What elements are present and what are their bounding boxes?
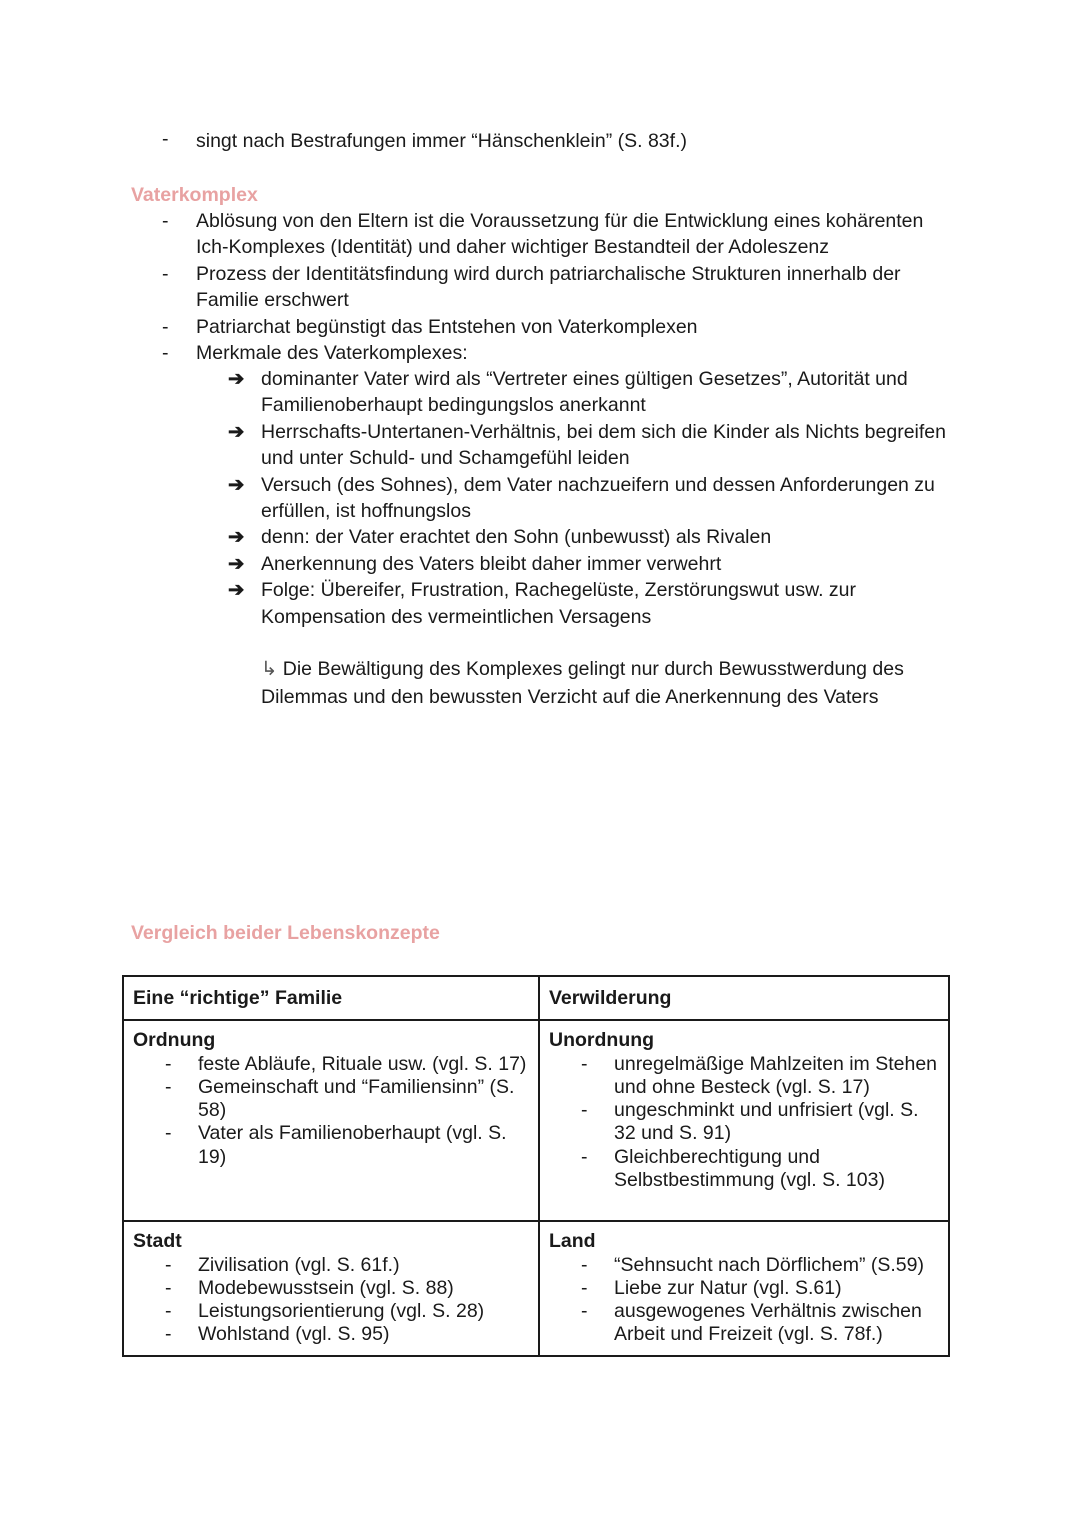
top-bullet-text: singt nach Bestrafungen immer “Hänschenklein” (S. 83f.) [196,130,687,152]
bullet-dash: - [581,1253,588,1276]
bullet-dash: - [162,315,169,338]
cell-title: Unordnung [549,1029,655,1052]
bullet-dash: - [165,1323,172,1346]
table-header-cell: Verwilderung [539,976,949,1020]
list-item: - ungeschminkt und unfrisiert (vgl. S. 32 und S. 91) [581,1099,919,1145]
list-item: - Wohlstand (vgl. S. 95) [165,1323,390,1346]
table-cell [123,1020,539,1221]
bullet-dash: - [165,1052,172,1075]
list-item: - “Sehnsucht nach Dörflichem” (S.59) [581,1253,924,1276]
return-arrow-icon: ↳ [261,658,278,680]
list-item: - Vater als Familienoberhaupt (vgl. S. 19) [165,1122,507,1168]
cell-list [549,1254,940,1347]
arrow-right-icon: ➔ [228,526,245,549]
bullet-dash: - [165,1075,172,1098]
table-row [123,1221,949,1355]
arrow-item: ➔ Herrschafts-Untertanen-Verhältnis, bei dem sich die Kinder als Nichts begreifen und unter Schuld- und Schamgefühl leiden [228,420,946,470]
list-item: - feste Abläufe, Rituale usw. (vgl. S. 17) [165,1052,527,1075]
cell-title: Land [549,1230,596,1253]
bullet-dash: - [581,1052,588,1075]
list-item: - Prozess der Identitätsfindung wird durch patriarchalische Strukturen innerhalb der Familie erschwert [162,262,901,312]
bullet-dash: - [165,1122,172,1145]
arrow-item: ➔ dominanter Vater wird als “Vertreter eines gültigen Gesetzes”, Autorität und Familienoberhaupt bedingungslos anerkannt [228,368,908,417]
vaterkomplex-bullet-list [162,208,956,366]
arrow-right-icon: ➔ [228,420,245,443]
list-item: - Gemeinschaft und “Familiensinn” (S. 58) [165,1075,515,1122]
bullet-dash: - [162,210,169,232]
bullet-dash: - [581,1300,588,1323]
list-item: - Leistungsorientierung (vgl. S. 28) [165,1300,485,1323]
arrow-right-icon: ➔ [228,552,245,575]
conclusion-text: ↳ Die Bewältigung des Komplexes gelingt nur durch Bewusstwerdung des Dilemmas und den bewussten Verzicht auf die Anerkennung des Vaters [261,658,904,708]
list-item: - Patriarchat begünstigt das Entstehen von Vaterkomplexen [196,314,956,340]
bullet-dash: - [162,262,169,285]
table-cell [539,1221,949,1355]
list-item: - ausgewogenes Verhältnis zwischen Arbeit und Freizeit (vgl. S. 78f.) [581,1300,922,1346]
arrow-item: ➔ Anerkennung des Vaters bleibt daher immer verwehrt [261,551,961,577]
arrow-item: ➔ Versuch (des Sohnes), dem Vater nachzueifern und dessen Anforderungen zu erfüllen, ist hoffnungslos [228,473,935,523]
arrow-right-icon: ➔ [228,579,245,602]
table-cell [123,1221,539,1355]
table-cell [539,1020,949,1221]
cell-title: Stadt [133,1230,182,1253]
section-heading-vergleich: Vergleich beider Lebenskonzepte [131,922,440,944]
table-row [123,1020,949,1221]
bullet-dash: - [165,1276,172,1299]
section-heading-vaterkomplex: Vaterkomplex [131,184,258,206]
arrow-item: ➔ Folge: Übereifer, Frustration, Rachegelüste, Zerstörungswut usw. zur Kompensation des vermeintlichen Versagens [228,579,857,628]
list-item: - Zivilisation (vgl. S. 61f.) [165,1253,400,1276]
list-item: - Ablösung von den Eltern ist die Voraussetzung für die Entwicklung eines kohärenten Ich-Komplexes (Identität) und daher wichtiger Bestandteil der Adoleszenz [162,210,924,259]
cell-list [549,1053,940,1193]
bullet-dash: - [581,1099,588,1122]
list-item: - Modebewusstsein (vgl. S. 88) [165,1276,454,1299]
bullet-dash: - [162,128,169,150]
list-item: - Gleichberechtigung und Selbstbestimmung (vgl. S. 103) [581,1145,885,1192]
merkmale-arrow-list [228,366,961,630]
arrow-right-icon: ➔ [228,368,245,390]
list-item: - Liebe zur Natur (vgl. S.61) [581,1276,842,1299]
list-item: - unregelmäßige Mahlzeiten im Stehen und ohne Besteck (vgl. S. 17) [581,1052,938,1098]
arrow-item: ➔ denn: der Vater erachtet den Sohn (unbewusst) als Rivalen [261,524,961,550]
table-header-cell: Eine “richtige” Familie [123,976,539,1020]
cell-title: Ordnung [133,1029,216,1052]
cell-list [133,1254,530,1347]
cell-list [133,1053,530,1169]
bullet-dash: - [165,1253,172,1276]
bullet-dash: - [165,1300,172,1323]
bullet-dash: - [581,1145,588,1168]
bullet-dash: - [581,1276,588,1299]
list-item: - Merkmale des Vaterkomplexes: [196,340,956,366]
bullet-dash: - [162,342,169,365]
table-header-row [123,976,949,1020]
arrow-right-icon: ➔ [228,473,245,496]
comparison-table [122,975,950,1357]
